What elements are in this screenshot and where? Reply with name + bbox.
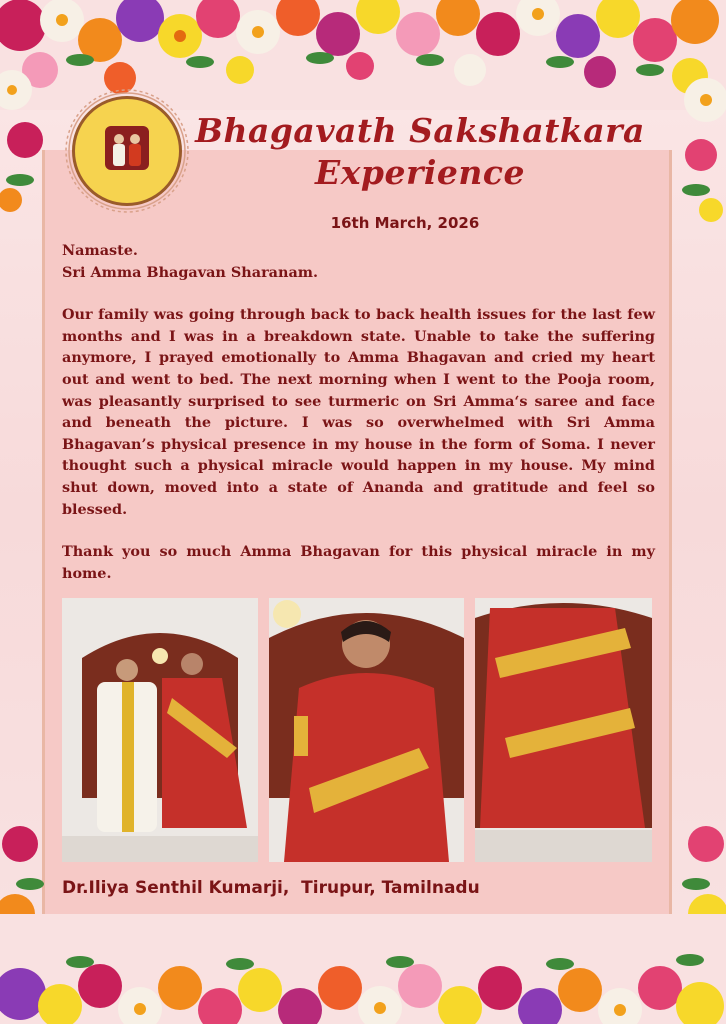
deity-figures-icon (103, 122, 151, 172)
greeting: Namaste. (62, 242, 138, 259)
date: 16th March, 2026 (330, 214, 480, 232)
paragraph-1: Our family was going through back to back health issues for the last few months and I was in a breakdown state. Unable to take the suffering anymore, I prayed emotionally to Amma Bhagavan and cried my heart out and went to bed. The next morning when I went to the Pooja room, was pleasantly surprised to see turmeric on Sri Amma‘s saree and face and beneath the picture. I was so overwhelmed with Sri Amma Bhagavan’s physical presence in my house in the form of Soma. I never thought such a physical miracle would happen in my house. My mind shut down, moved into a state of Ananda and gratitude and feel so blessed. (62, 306, 655, 518)
logo-medallion (64, 88, 190, 214)
title-line-1: Bhagavath Sakshatkara (195, 111, 645, 150)
signature: Dr.Iliya Senthil Kumarji, Tirupur, Tamilnadu (62, 878, 480, 898)
paragraph-2: Thank you so much Amma Bhagavan for this physical miracle in my home. (62, 543, 655, 582)
page-title (190, 110, 650, 194)
photo-couple-seated (62, 598, 258, 862)
title-line-2: Experience (315, 153, 525, 192)
salutation: Sri Amma Bhagavan Sharanam. (62, 263, 319, 281)
photo-amma-closeup (269, 598, 464, 862)
photo-strip (62, 598, 652, 862)
right-flower-cluster (666, 60, 726, 230)
letter-body (62, 240, 655, 584)
photo-amma-saree (475, 598, 652, 862)
bottom-flower-garland (0, 914, 726, 1024)
